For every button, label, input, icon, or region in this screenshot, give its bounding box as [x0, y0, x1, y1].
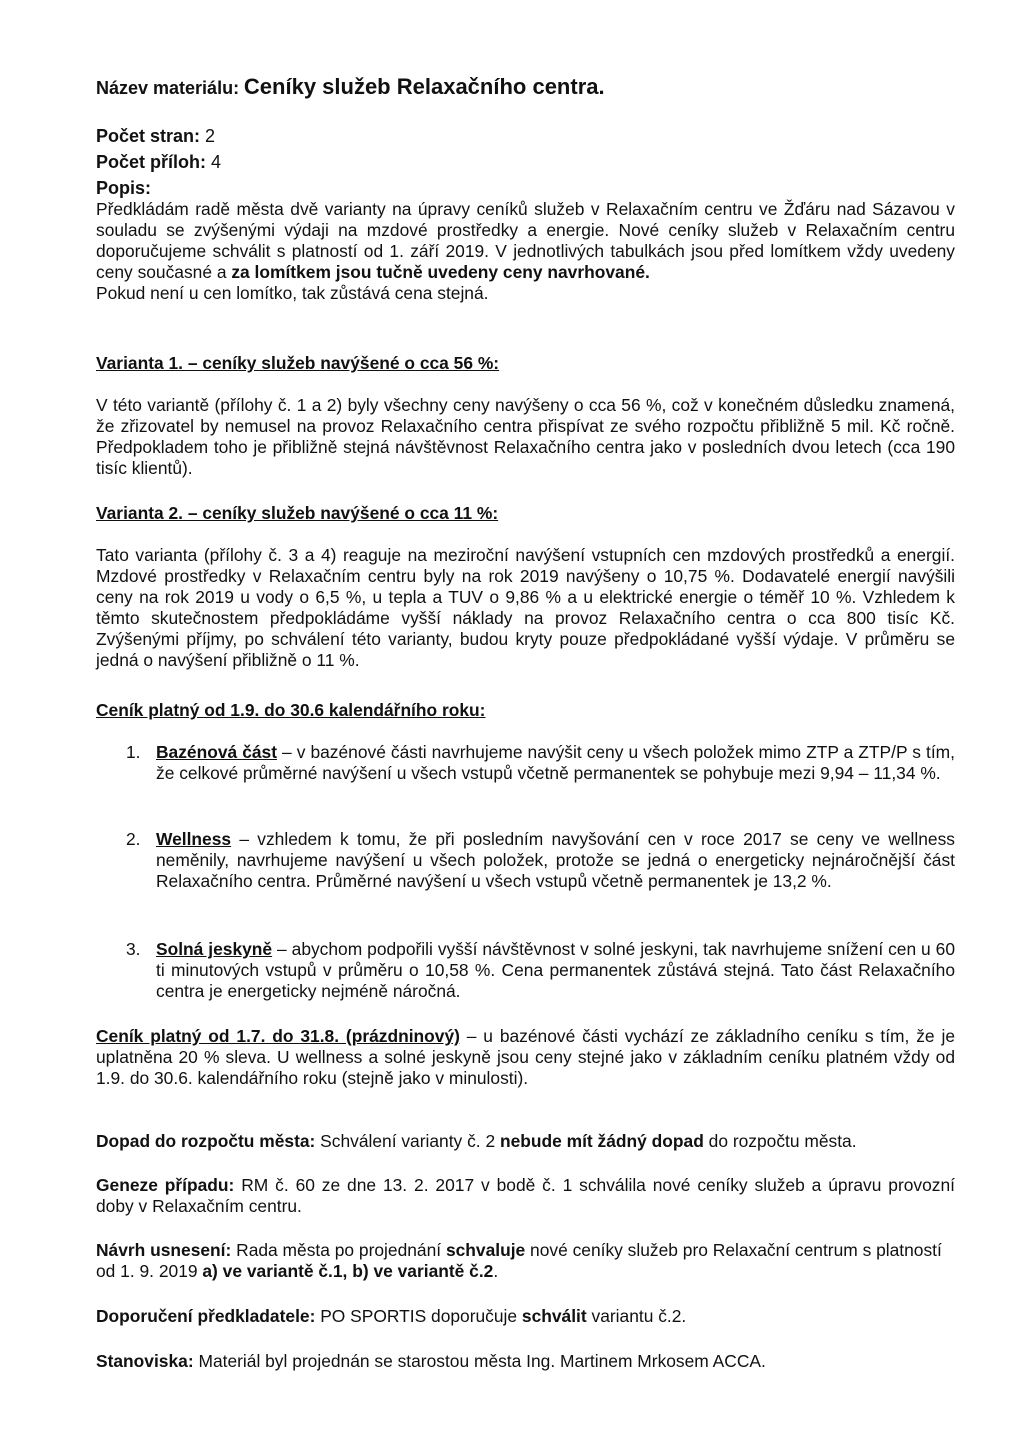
attachment-count-label: Počet příloh:: [96, 152, 207, 172]
description-bold-text: za lomítkem jsou tučně uvedeny ceny navrhované.: [231, 262, 650, 282]
list-item-text: [156, 939, 955, 1002]
summer-pricelist-paragraph: [96, 1026, 955, 1089]
budget-impact-text: Schválení varianty č. 2: [315, 1131, 500, 1151]
description-label-line: [96, 178, 955, 199]
list-item-body: – abychom podpořili vyšší návštěvnost v solné jeskyni, tak navrhujeme snížení cen u 60 ti minutových vstupů v průměru o 10,58 %. Cena permanentek zůstává stejná. Tato část Relaxačního centra je energeticky nejméně náročná.: [156, 939, 955, 1001]
resolution-proposal: [96, 1240, 955, 1282]
resolution-proposal-label: Návrh usnesení:: [96, 1240, 232, 1260]
summer-pricelist-heading: Ceník platný od 1.7. do 31.8. (prázdninový): [96, 1026, 460, 1046]
list-item-number: 2.: [126, 829, 141, 849]
list-item-number: 1.: [126, 742, 141, 762]
attachment-count-value: 4: [211, 152, 222, 172]
variant1-heading: Varianta 1. – ceníky služeb navýšené o cca 56 %:: [96, 353, 500, 373]
description-label: Popis:: [96, 178, 152, 198]
attachment-count-line: [96, 152, 955, 173]
resolution-text: Rada města po projednání: [231, 1240, 446, 1260]
budget-impact-bold: nebude mít žádný dopad: [499, 1131, 704, 1151]
description-text: Předkládám radě města dvě varianty na úpravy ceníků služeb v Relaxačním centru ve Žďáru nad Sázavou v souladu se zvýšenými výdaji na mzdové prostředky a energie. Nové ceníky služeb v Relaxačním centru doporučujeme schválit s platností od 1. září 2019. V jednotlivých tabulkách jsou před lomítkem vždy uvedeny ceny současné a: [96, 199, 955, 282]
opinions: [96, 1351, 955, 1372]
list-item-body: – vzhledem k tomu, že při posledním navyšování cen v roce 2017 se ceny ve wellness neměnily, navrhujeme navýšení u všech položek, protože se jedná o energeticky nejnáročnější část Relaxačního centra. Průměrné navýšení u všech vstupů včetně permanentek je 13,2 %.: [156, 829, 955, 891]
case-genesis-label: Geneze případu:: [96, 1175, 235, 1195]
submitter-recommendation: [96, 1306, 955, 1327]
variant2-text: Tato varianta (přílohy č. 3 a 4) reaguje na meziroční navýšení vstupních cen mzdových prostředků a energií. Mzdové prostředky v Relaxačním centru byly na rok 2019 navýšeny o 10,75 %. Dodavatelé energií navýšili ceny na rok 2019 u vody o 6,5 %, u tepla a TUV o 9,86 % a u elektrické energie o téměř 10 %. Vzhledem k těmto skutečnostem předpokládáme vyšší náklady na provoz Relaxačního centra o cca 800 tisíc Kč. Zvýšenými příjmy, po schválení této varianty, budou kryty pouze předpokládané vyšší výdaje. V průměru se jedná o navýšení přibližně o 11 %.: [96, 545, 955, 670]
variant2-heading: Varianta 2. – ceníky služeb navýšené o cca 11 %:: [96, 503, 499, 523]
material-title-line: [96, 76, 955, 99]
case-genesis-text: RM č. 60 ze dne 13. 2. 2017 v bodě č. 1 schválila nové ceníky služeb a úpravu provozní doby v Relaxačním centru.: [96, 1175, 955, 1216]
list-item-text: [156, 829, 955, 892]
list-item-number: 3.: [126, 939, 141, 959]
description-paragraph: [96, 199, 955, 304]
recommendation-text: PO SPORTIS doporučuje: [315, 1306, 522, 1326]
resolution-text-mid: nové ceníky služeb pro Relaxační centrum s platností od 1. 9. 2019: [96, 1240, 942, 1281]
description-note: Pokud není u cen lomítko, tak zůstává cena stejná.: [96, 283, 489, 303]
list-item-body: – v bazénové části navrhujeme navýšit ceny u všech položek mimo ZTP a ZTP/P s tím, že celkové průměrné navýšení u všech vstupů včetně permanentek se pohybuje mezi 9,94 – 11,34 %.: [156, 742, 955, 783]
resolution-text-end: .: [493, 1261, 499, 1281]
recommendation-bold: schválit: [521, 1306, 587, 1326]
pricelist-heading: Ceník platný od 1.9. do 30.6 kalendářního roku:: [96, 700, 486, 720]
variant1-text: V této variantě (přílohy č. 1 a 2) byly všechny ceny navýšeny o cca 56 %, což v konečném důsledku znamená, že zřizovatel by nemusel na provoz Relaxačního centra přispívat ze svého rozpočtu přibližně 5 mil. Kč ročně. Předpokladem toho je přibližně stejná návštěvnost Relaxačního centra jako v posledních dvou letech (cca 190 tisíc klientů).: [96, 395, 955, 478]
resolution-bold: schvaluje: [445, 1240, 526, 1260]
budget-impact-label: Dopad do rozpočtu města:: [96, 1131, 316, 1151]
budget-impact: [96, 1131, 955, 1152]
list-item-title: Solná jeskyně: [156, 939, 273, 959]
list-item-title: Bazénová část: [156, 742, 278, 762]
submitter-recommendation-label: Doporučení předkladatele:: [96, 1306, 316, 1326]
resolution-variants: a) ve variantě č.1, b) ve variantě č.2: [202, 1261, 494, 1281]
opinions-text: Materiál byl projednán se starostou města Ing. Martinem Mrkosem ACCA.: [193, 1351, 766, 1371]
opinions-label: Stanoviska:: [96, 1351, 194, 1371]
summer-pricelist-text: – u bazénové části vychází ze základního ceníku s tím, že je uplatněna 20 % sleva. U wellness a solné jeskyně jsou ceny stejné jako v základním ceníku platném vždy od 1.9. do 30.6. kalendářního roku (stejně jako v minulosti).: [96, 1026, 955, 1088]
list-item-text: [156, 742, 955, 784]
material-title-label: Název materiálu:: [96, 78, 240, 98]
material-title: Ceníky služeb Relaxačního centra.: [243, 74, 605, 99]
page-count-label: Počet stran:: [96, 126, 201, 146]
page-count-line: [96, 126, 955, 147]
case-genesis: [96, 1175, 955, 1217]
page-count-value: 2: [205, 126, 216, 146]
budget-impact-text-end: do rozpočtu města.: [703, 1131, 857, 1151]
list-item-title: Wellness: [156, 829, 232, 849]
recommendation-text-end: variantu č.2.: [586, 1306, 687, 1326]
